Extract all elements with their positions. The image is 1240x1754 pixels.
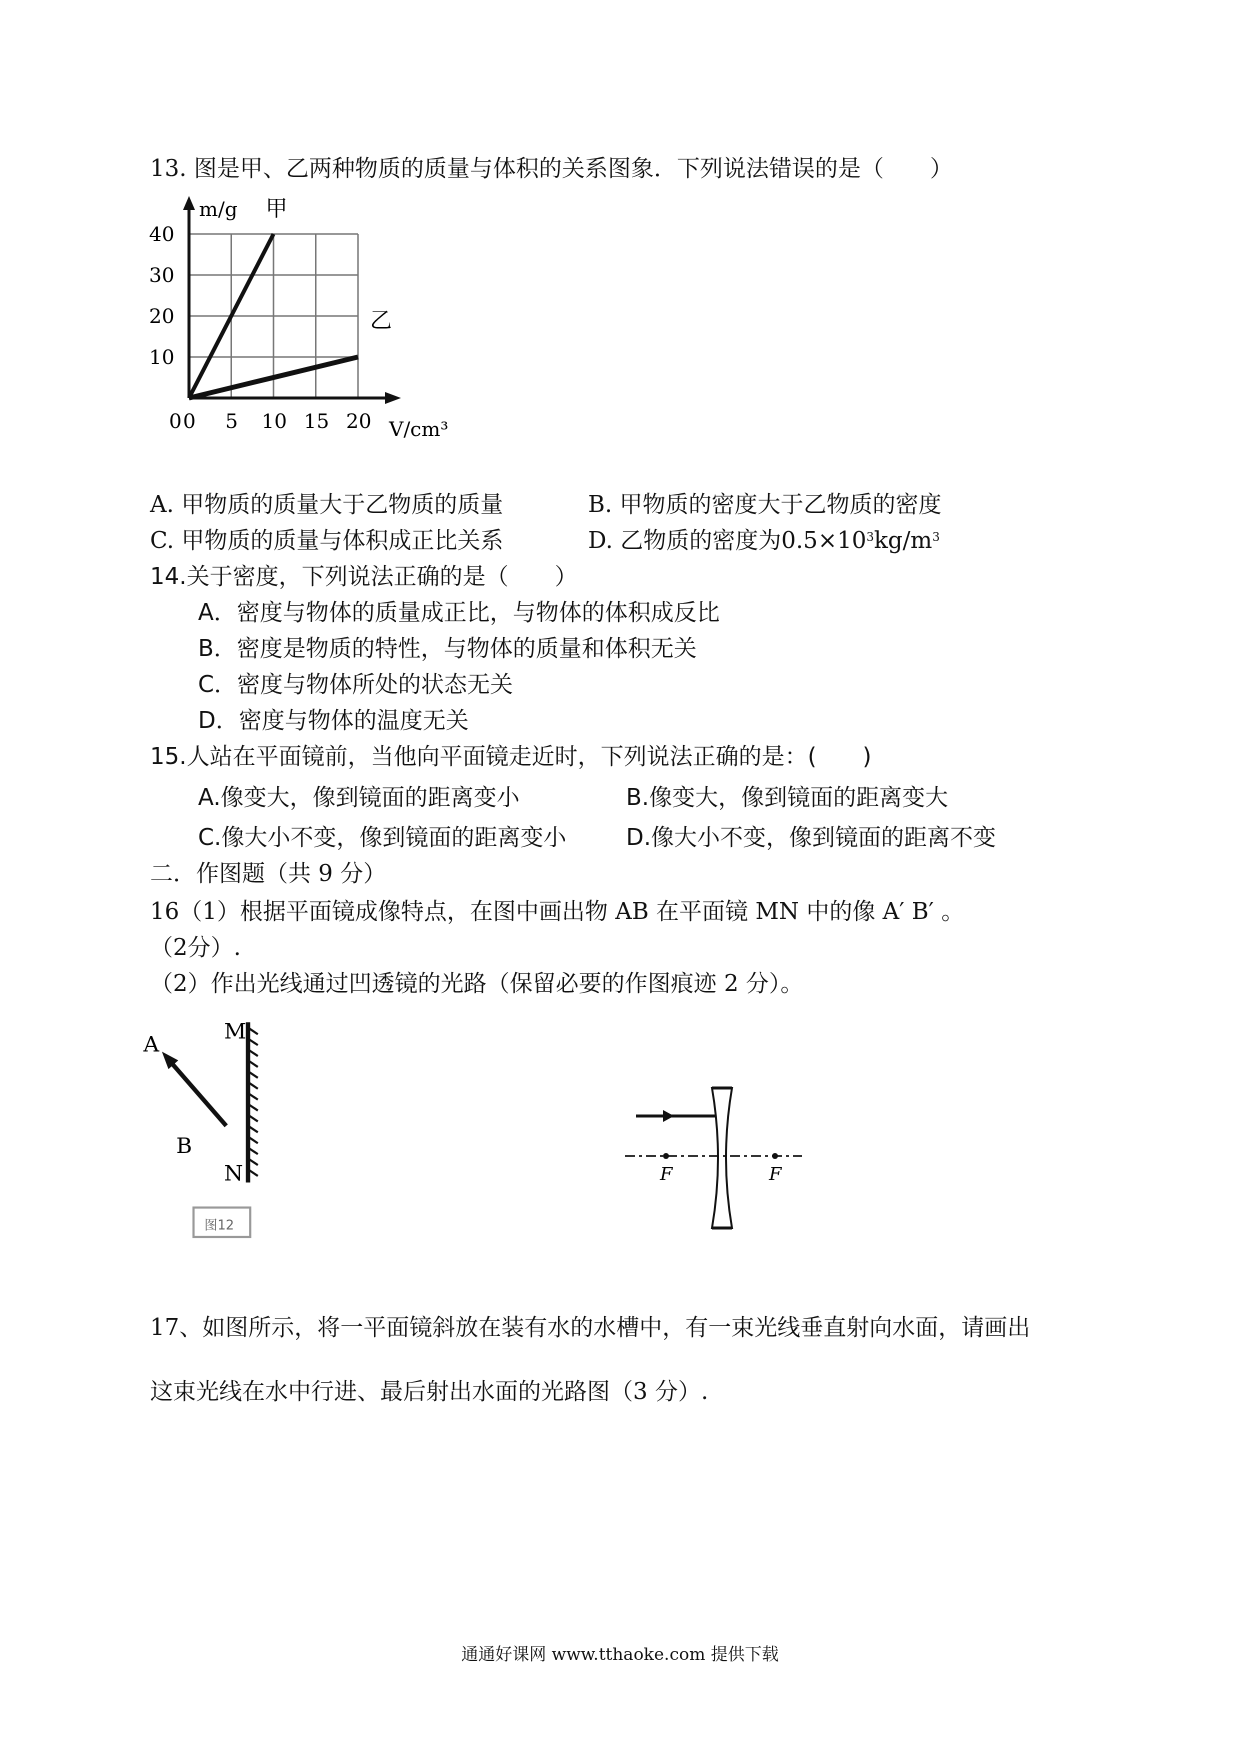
y-tick-label: 40 (149, 222, 175, 246)
label-f-right: F (769, 1164, 782, 1185)
footer: 通通好课网 www.tthaoke.com 提供下载 (461, 1645, 779, 1665)
x-tick-label: 20 (346, 409, 372, 433)
exp2: 3 (932, 530, 940, 544)
arrow-head-icon (162, 1052, 178, 1069)
x-axis-label: V/cm³ (389, 417, 449, 441)
q13-title: 13. 图是甲、乙两种物质的质量与体积的关系图象．下列说法错误的是（ ） (150, 156, 953, 182)
q13-option-b: B. 甲物质的密度大于乙物质的密度 (588, 492, 942, 518)
focal-point-left (663, 1153, 669, 1159)
y-axis-arrow-icon (183, 196, 195, 210)
series-label-jia: 甲 (265, 197, 288, 222)
exp: 3 (866, 530, 874, 544)
q15-option-c: C.像大小不变，像到镜面的距离变小 (198, 825, 567, 851)
x-axis-arrow-icon (385, 392, 401, 404)
q17-line2: 这束光线在水中行进、最后射出水面的光路图（3 分）. (150, 1379, 709, 1405)
x-tick-label: 5 (225, 409, 238, 433)
mirror-hatching (248, 1028, 258, 1176)
x-tick-label: 15 (303, 409, 330, 433)
mirror-group (142, 1020, 257, 1237)
ray-arrow-icon (663, 1110, 674, 1122)
object-ab (167, 1058, 226, 1126)
q14-title: 14.关于密度，下列说法正确的是（ ） (150, 564, 578, 590)
q15-option-b: B.像变大，像到镜面的距离变大 (626, 785, 949, 811)
figure-caption: 图12 (204, 1218, 235, 1234)
y-tick-label: 30 (149, 263, 175, 287)
y-axis-label: m/g (199, 197, 238, 221)
x-tick-label: 0 (183, 409, 196, 433)
mass-volume-chart (0, 0, 1240, 460)
q15-title: 15.人站在平面镜前，当他向平面镜走近时，下列说法正确的是：( ) (150, 744, 872, 770)
x-tick-label: 10 (261, 409, 287, 433)
y-tick-label: 20 (149, 304, 175, 328)
concave-lens (712, 1088, 732, 1228)
q14-option-d: D．密度与物体的温度无关 (198, 708, 469, 734)
q16-line3: （2）作出光线通过凹透镜的光路（保留必要的作图痕迹 2 分）。 (150, 971, 804, 997)
q16-line2: （2分）. (150, 935, 241, 961)
lens-group (625, 1088, 802, 1228)
label-b: B (176, 1134, 193, 1160)
q16-line1: 16（1）根据平面镜成像特点，在图中画出物 AB 在平面镜 MN 中的像 A′ B′ 。 (150, 899, 965, 925)
label-m: M (224, 1019, 247, 1045)
section-heading: 二．作图题（共 9 分） (150, 861, 387, 887)
series-label-yi: 乙 (370, 309, 393, 334)
q17-line1: 17、如图所示，将一平面镜斜放在装有水的水槽中，有一束光线垂直射向水面，请画出 (150, 1315, 1031, 1341)
q15-option-a: A.像变大，像到镜面的距离变小 (198, 785, 520, 811)
origin-label: 0 (169, 409, 182, 433)
q15-option-d: D.像大小不变，像到镜面的距离不变 (626, 825, 997, 851)
figure-caption-box (194, 1208, 251, 1237)
q13-option-d (588, 526, 940, 556)
focal-point-right (772, 1153, 778, 1159)
label-a: A (143, 1032, 160, 1058)
label-f-left: F (660, 1164, 673, 1185)
label-n: N (224, 1161, 244, 1187)
q13-option-d-text: D. 乙物质的密度为0.5×10 (588, 528, 867, 554)
unit: kg/m (874, 528, 933, 554)
q14-option-b: B．密度是物质的特性，与物体的质量和体积无关 (198, 636, 697, 662)
q13-option-a: A. 甲物质的质量大于乙物质的质量 (150, 492, 504, 518)
q14-option-a: A．密度与物体的质量成正比，与物体的体积成反比 (198, 600, 720, 626)
y-tick-label: 10 (149, 345, 175, 369)
q13-option-c: C. 甲物质的质量与体积成正比关系 (150, 528, 504, 554)
q14-option-c: C．密度与物体所处的状态无关 (198, 672, 514, 698)
